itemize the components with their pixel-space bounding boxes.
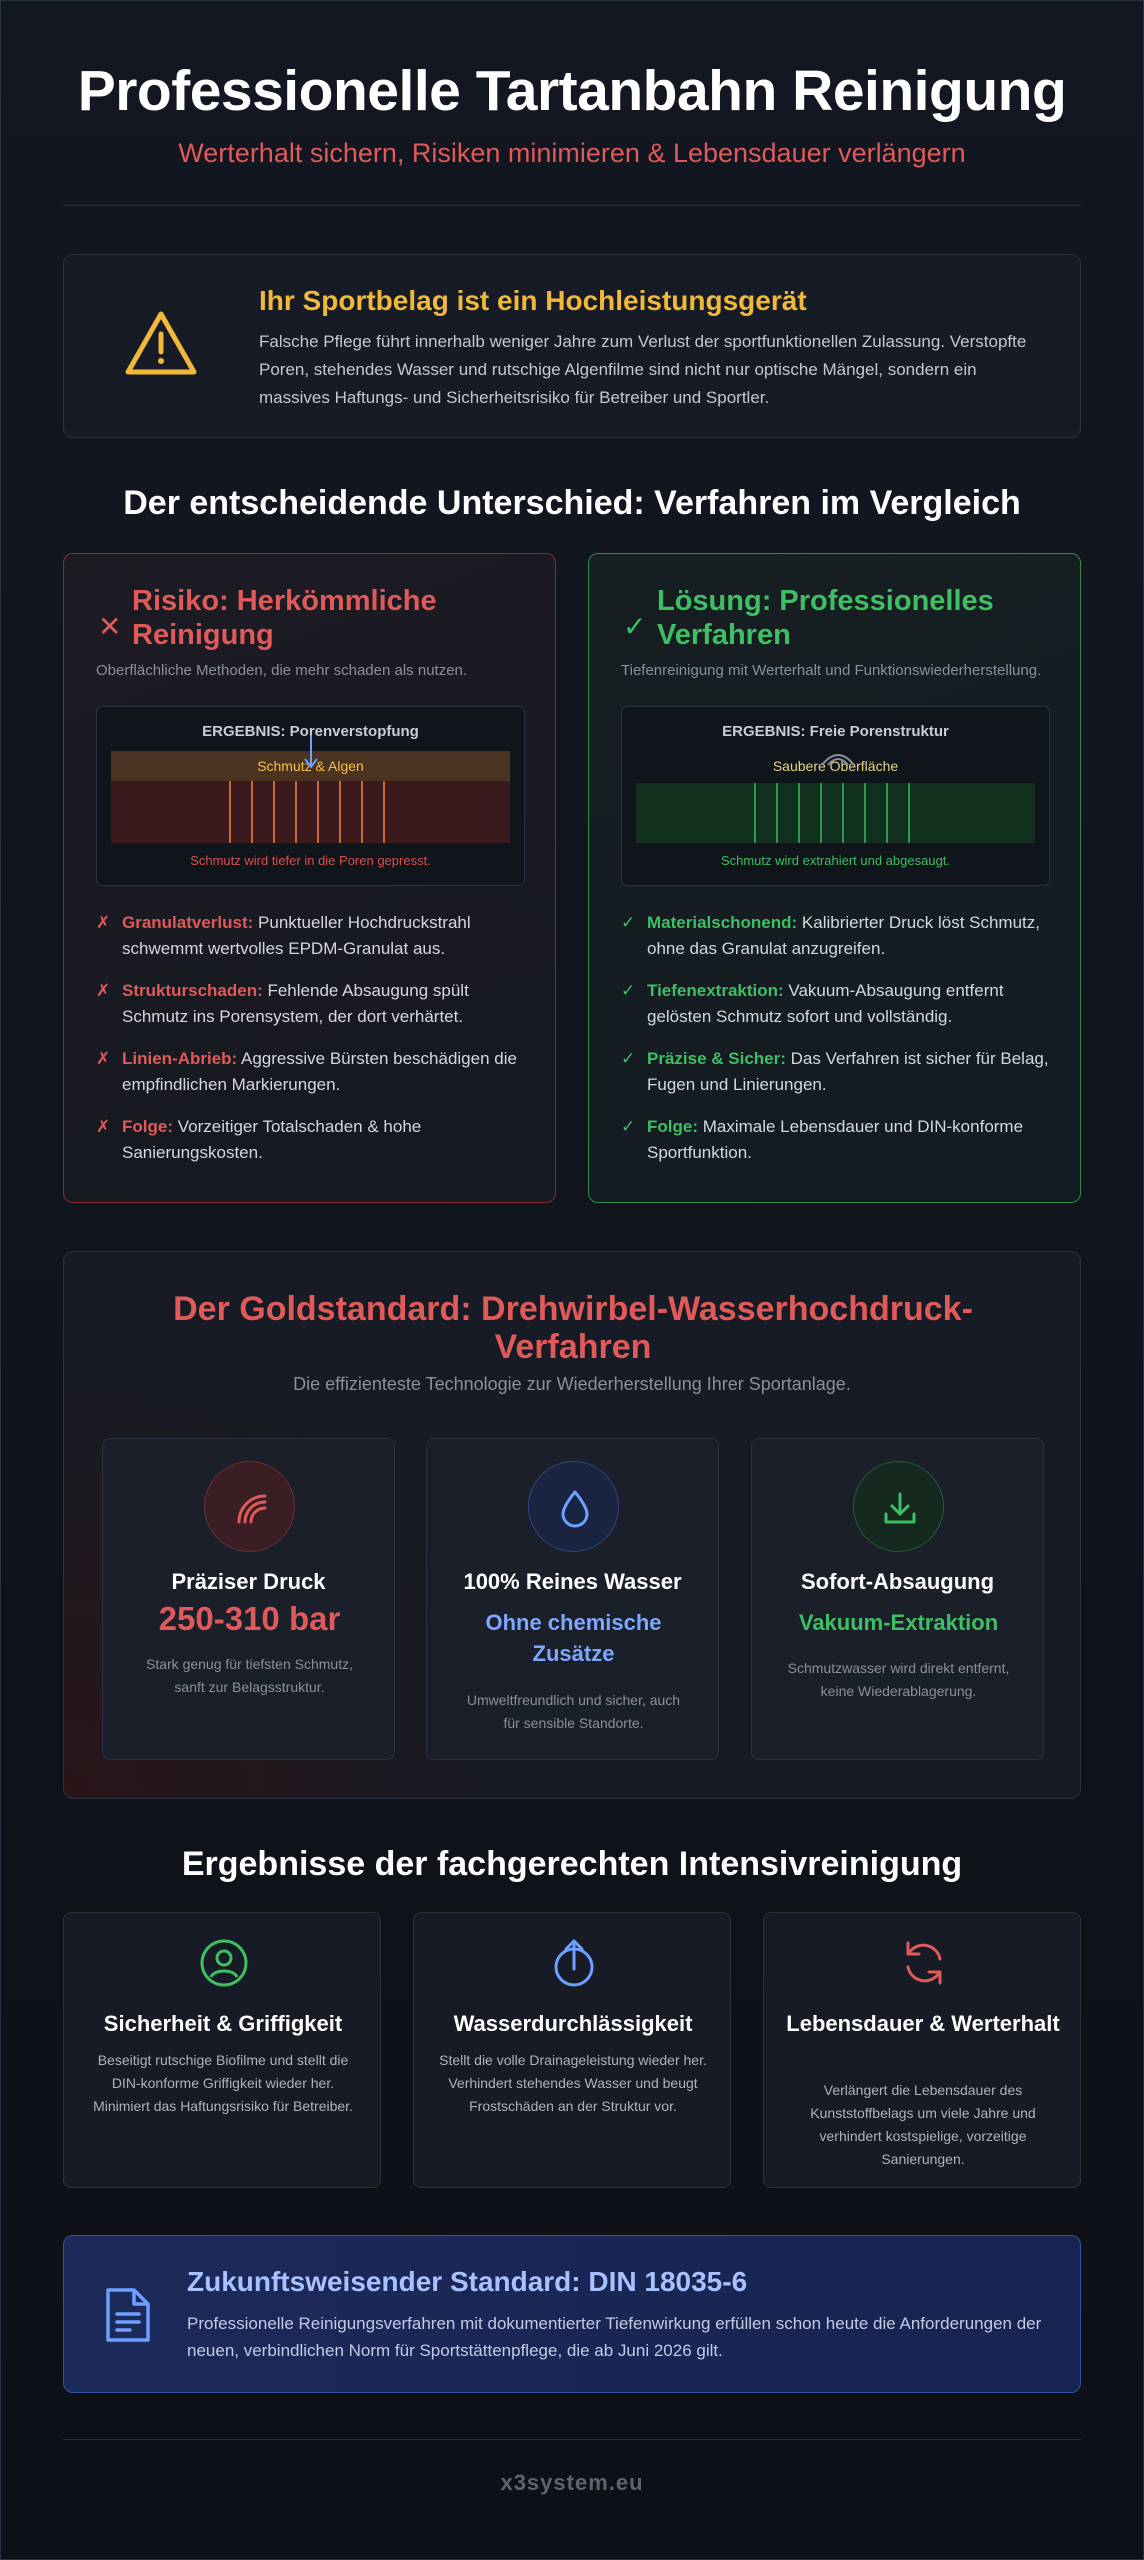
bullet-key: Tiefenextraktion: [647, 981, 784, 1000]
cross-icon: ✗ [96, 981, 111, 1000]
solution-title: Lösung: Professionelles Verfahren [657, 585, 994, 651]
pore [820, 783, 822, 843]
risk-viz-layer: Schmutz & Algen [111, 751, 510, 781]
result-card [763, 1912, 1081, 2188]
result-heading: Sicherheit & Griffigkeit [103, 2011, 343, 2036]
feature-card [426, 1438, 719, 1760]
bullet-key: Strukturschaden: [122, 981, 263, 1000]
risk-viz-label: ERGEBNIS: Porenverstopfung [202, 723, 419, 740]
bullet-text: Maximale Lebensdauer und DIN-konforme Sportfunktion. [647, 1117, 1024, 1162]
gold-standard-card [63, 1251, 1081, 1799]
bullet-text: Aggressive Bürsten beschädigen die empfindlichen Markierungen. [122, 1049, 517, 1094]
pore [339, 781, 341, 843]
din-standard-card [63, 2235, 1081, 2393]
solution-viz-base [636, 783, 1035, 843]
pore [229, 781, 231, 843]
pore [383, 781, 385, 843]
result-card [413, 1912, 731, 2188]
bullet-text: Das Verfahren ist sicher für Belag, Fugen und Linierungen. [647, 1049, 1049, 1094]
din-text: Professionelle Reinigungsverfahren mit dokumentierter Tiefenwirkung erfüllen schon heute die Anforderungen der neuen, verbindlichen Norm für Sportstättenpflege, die ab Juni 2026 gilt. [187, 2314, 1042, 2360]
pore [798, 783, 800, 843]
comparison-row [63, 553, 1081, 1203]
gold-subtitle: Die effizienteste Technologie zur Wiederherstellung Ihrer Sportanlage. [293, 1374, 851, 1394]
check-icon: ✓ [621, 1117, 636, 1136]
bullet-key: Linien-Abrieb: [122, 1049, 238, 1068]
pressure-icon [204, 1461, 295, 1552]
feature-description: Stark genug für tiefsten Schmutz, sanft zur Belagsstruktur. [146, 1656, 353, 1695]
result-description: Stellt die volle Drainageleistung wieder her. Verhindert stehendes Wasser und beugt Frostschäden an der Struktur vor. [439, 2052, 707, 2114]
feature-heading: Sofort-Absaugung [800, 1569, 995, 1594]
bullet-key: Präzise & Sicher: [647, 1049, 786, 1068]
pore [361, 781, 363, 843]
solution-viz-caption: Schmutz wird extrahiert und abgesaugt. [720, 853, 951, 868]
bullet-text: Vakuum-Absaugung entfernt gelösten Schmutz sofort und vollständig. [647, 981, 1004, 1026]
risk-card [63, 553, 556, 1203]
feature-card [102, 1438, 395, 1760]
check-icon: ✓ [621, 913, 636, 932]
risk-viz-base [111, 781, 510, 843]
page [63, 0, 1081, 2496]
solution-subtitle: Tiefenreinigung mit Werterhalt und Funktionswiederherstellung. [621, 662, 1042, 679]
comparison-heading: Der entscheidende Unterschied: Verfahren im Vergleich [123, 484, 1021, 522]
feature-description: Umweltfreundlich und sicher, auch für sensible Standorte. [466, 1692, 681, 1731]
feature-card [751, 1438, 1044, 1760]
risk-subtitle: Oberflächliche Methoden, die mehr schaden als nutzen. [96, 662, 468, 679]
pore [776, 783, 778, 843]
result-heading: Wasserdurchlässigkeit [453, 2011, 693, 2036]
pore [842, 783, 844, 843]
footer-site-link[interactable]: x3system.eu [500, 2470, 644, 2495]
pore [886, 783, 888, 843]
cross-icon: ✗ [96, 913, 111, 932]
page-subtitle: Werterhalt sichern, Risiken minimieren & Lebensdauer verlängern [178, 138, 966, 168]
user-circle-icon [198, 1937, 250, 1989]
divider [63, 2439, 1081, 2440]
result-card [63, 1912, 381, 2188]
solution-card [588, 553, 1081, 1203]
feature-value: 250-310 bar [158, 1600, 341, 1637]
list-item [96, 1046, 536, 1098]
bullet-key: Materialschonend: [647, 913, 798, 932]
pore [295, 781, 297, 843]
warning-title: Ihr Sportbelag ist ein Hochleistungsgerät [259, 285, 807, 316]
bullet-key: Granulatverlust: [122, 913, 254, 932]
list-item [621, 1046, 1061, 1098]
pore [273, 781, 275, 843]
solution-viz-label: ERGEBNIS: Freie Porenstruktur [722, 723, 949, 740]
bullet-key: Folge: [122, 1117, 173, 1136]
page-title: Professionelle Tartanbahn Reinigung [77, 59, 1067, 123]
arrow-down-icon [301, 735, 321, 769]
download-icon [853, 1461, 944, 1552]
feature-description: Schmutzwasser wird direkt entfernt, keine Wiederablagerung. [787, 1660, 1010, 1699]
risk-bullets [96, 910, 536, 1182]
close-icon: ✕ [98, 611, 122, 642]
pore [754, 783, 756, 843]
results-heading: Ergebnisse der fachgerechten Intensivreinigung [181, 1845, 963, 1883]
feature-value: Ohne chemische Zusätze [485, 1610, 662, 1666]
arrow-up-circle-icon [548, 1937, 600, 1989]
list-item [621, 910, 1061, 962]
bullet-text: Fehlende Absaugung spült Schmutz ins Porensystem, der dort verhärtet. [122, 981, 469, 1026]
check-icon: ✓ [621, 1049, 636, 1068]
feature-heading: Präziser Druck [171, 1569, 326, 1594]
list-item [621, 1114, 1061, 1166]
vacuum-arc-icon [818, 747, 858, 769]
pore [908, 783, 910, 843]
pore [251, 781, 253, 843]
result-description: Verlängert die Lebensdauer des Kunststoffbelags um viele Jahre und verhindert kostspielige, vorzeitige Sanierungen. [810, 2082, 1036, 2167]
cross-icon: ✗ [96, 1117, 111, 1136]
bullet-text: Punktueller Hochdruckstrahl schwemmt wertvolles EPDM-Granulat aus. [122, 913, 471, 958]
water-drop-icon [528, 1461, 619, 1552]
list-item [621, 978, 1061, 1030]
solution-illustration [621, 706, 1050, 886]
list-item [96, 910, 536, 962]
risk-viz-caption: Schmutz wird tiefer in die Poren gepresst. [190, 853, 431, 868]
din-title: Zukunftsweisender Standard: DIN 18035-6 [187, 2266, 748, 2297]
check-icon: ✓ [621, 981, 636, 1000]
warning-card [63, 254, 1081, 438]
feature-value: Vakuum-Extraktion [798, 1610, 999, 1635]
pore [864, 783, 866, 843]
risk-illustration [96, 706, 525, 886]
risk-title: Risiko: Herkömmliche Reinigung [132, 585, 437, 651]
warning-triangle-icon [124, 310, 198, 378]
list-item [96, 1114, 536, 1166]
document-icon [102, 2286, 154, 2344]
divider [63, 205, 1081, 206]
results-row [63, 1912, 1081, 2188]
list-item [96, 978, 536, 1030]
check-icon: ✓ [623, 611, 647, 642]
warning-text: Falsche Pflege führt innerhalb weniger Jahre zum Verlust der sportfunktionellen Zulassung. Verstopfte Poren, stehendes Wasser und rutschige Algenfilme sind nicht nur optische Mängel, sondern ein massives Haftungs- und Sicherheitsrisiko für Betreiber und Sportler. [259, 332, 1027, 407]
refresh-icon [898, 1937, 950, 1989]
feature-heading: 100% Reines Wasser [463, 1569, 682, 1594]
bullet-text: Kalibrierter Druck löst Schmutz, ohne das Granulat anzugreifen. [647, 913, 1040, 958]
solution-viz-layer: Saubere Oberfläche [772, 758, 899, 774]
gold-title: Der Goldstandard: Drehwirbel-Wasserhochdruck-Verfahren [173, 1290, 973, 1366]
result-heading: Lebensdauer & Werterhalt [786, 2011, 1060, 2036]
bullet-text: Vorzeitiger Totalschaden & hohe Sanierungskosten. [122, 1117, 422, 1162]
solution-bullets [621, 910, 1061, 1182]
pore [317, 781, 319, 843]
cross-icon: ✗ [96, 1049, 111, 1068]
bullet-key: Folge: [647, 1117, 698, 1136]
result-description: Beseitigt rutschige Biofilme und stellt die DIN-konforme Griffigkeit wieder her. Minimiert das Haftungsrisiko für Betreiber. [93, 2052, 353, 2114]
